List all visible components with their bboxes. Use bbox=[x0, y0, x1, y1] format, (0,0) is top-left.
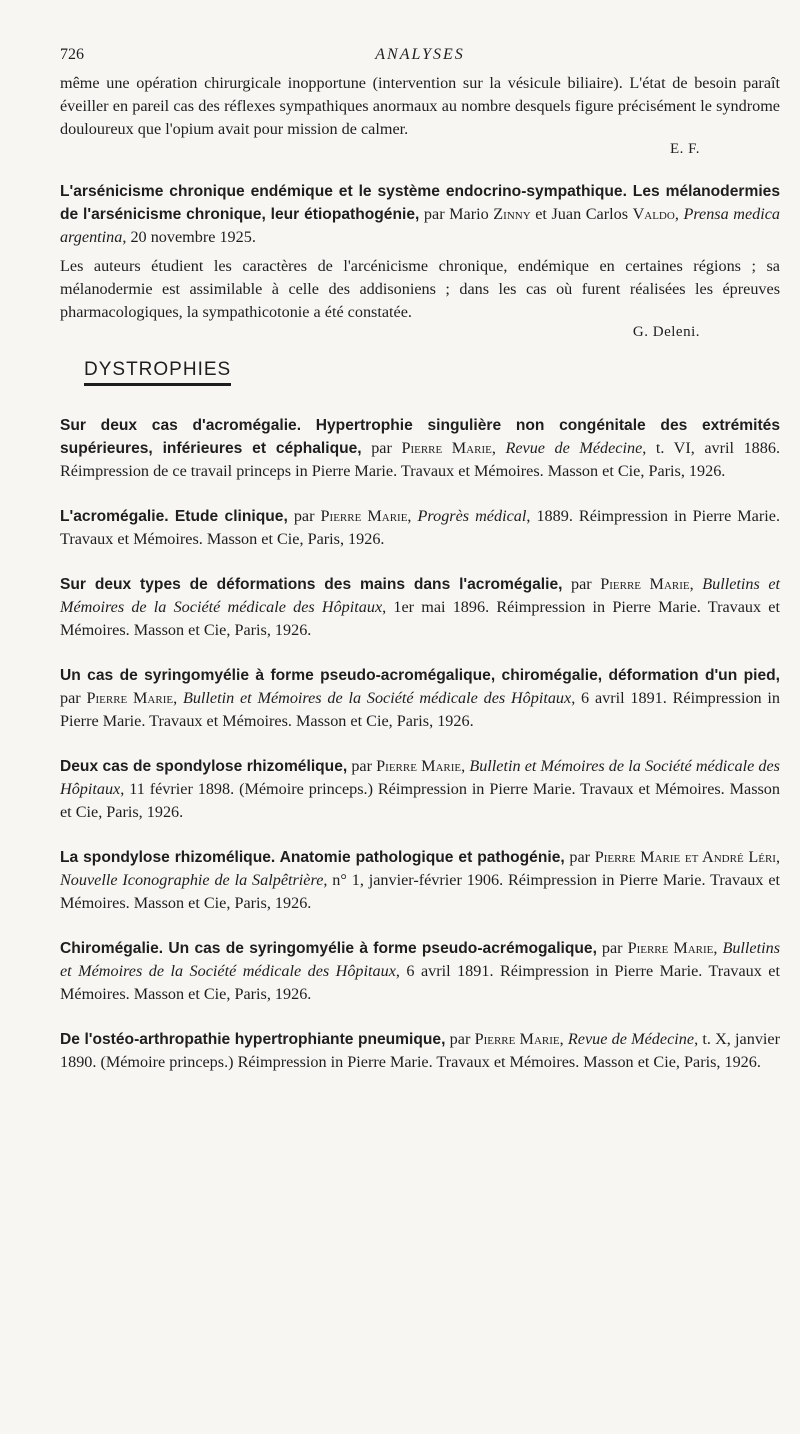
entry-author: Pierre Marie et André Léri bbox=[594, 848, 776, 866]
entry-citation bbox=[60, 1028, 780, 1074]
bibliography-entry bbox=[60, 505, 780, 551]
bibliography-entry bbox=[60, 1028, 780, 1074]
section-heading: DYSTROPHIES bbox=[84, 359, 231, 386]
entry-journal: Bulletins et Mémoires de la Société médicale des Hôpitaux bbox=[60, 575, 780, 616]
entry-rest: , 6 avril 1891. Réimpression in Pierre Marie. Travaux et Mémoires. Masson et Cie, Paris, 1926. bbox=[60, 689, 781, 730]
entry-title: L'acromégalie. Etude clinique, bbox=[60, 508, 288, 525]
page bbox=[60, 46, 780, 1074]
bibliography-list bbox=[60, 414, 780, 1074]
bibliography-entry bbox=[60, 846, 780, 915]
page-number: 726 bbox=[60, 46, 84, 63]
entry-title: L'arsénicisme chronique endémique et le système endocrino-sympathique. Les mélanodermies de l'arsénicisme chronique, leur étiopathogénie, bbox=[60, 183, 780, 223]
entry-citation bbox=[60, 846, 780, 915]
entry-title: De l'ostéo-arthropathie hypertrophiante pneumique, bbox=[60, 1031, 446, 1048]
entry-by: par bbox=[564, 848, 595, 866]
entry-title: Sur deux cas d'acromégalie. Hypertrophie singulière non congénitale des extrémités supérieures, inférieures et céphalique, bbox=[60, 417, 780, 457]
entry-citation bbox=[60, 664, 780, 733]
entry-by: par bbox=[60, 689, 87, 707]
entry-author: Valdo bbox=[632, 205, 675, 223]
entry-author: Pierre Marie bbox=[627, 939, 714, 957]
entry-title: Deux cas de spondylose rhizomélique, bbox=[60, 758, 348, 775]
entry-rest: , 11 février 1898. (Mémoire princeps.) Réimpression in Pierre Marie. Travaux et Mémoires. Masson et Cie, Paris, 1926. bbox=[60, 780, 780, 821]
entry-rest: , n° 1, janvier-février 1906. Réimpression in Pierre Marie. Travaux et Mémoires. Masson et Cie, Paris, 1926. bbox=[60, 871, 781, 912]
entry-rest: , 1er mai 1896. Réimpression in Pierre Marie. Travaux et Mémoires. Masson et Cie, Paris, 1926. bbox=[60, 598, 780, 639]
entry-author: Pierre Marie bbox=[376, 757, 462, 775]
entry-sep: , bbox=[461, 757, 470, 775]
entry-rest: , t. VI, avril 1886. Réimpression de ce travail princeps in Pierre Marie. Travaux et Mémoires. Masson et Cie, Paris, 1926. bbox=[60, 439, 781, 480]
entry-journal: Progrès médical bbox=[417, 507, 527, 525]
entry-title: Sur deux types de déformations des mains dans l'acromégalie, bbox=[60, 576, 563, 593]
entry-title: La spondylose rhizomélique. Anatomie pathologique et pathogénie, bbox=[60, 849, 565, 866]
entry-by: par bbox=[361, 439, 402, 457]
entry-sep: , bbox=[559, 1030, 568, 1048]
entry-journal: Revue de Médecine bbox=[505, 439, 643, 457]
entry-by: par bbox=[445, 1030, 475, 1048]
entry-author: Pierre Marie bbox=[600, 575, 690, 593]
running-header bbox=[60, 46, 780, 72]
entry-by: par bbox=[596, 939, 628, 957]
entry-citation bbox=[60, 505, 780, 551]
entry-author: Pierre Marie bbox=[474, 1030, 560, 1048]
entry-author: Pierre Marie bbox=[401, 439, 492, 457]
bibliography-entry bbox=[60, 664, 780, 733]
entry-journal: Prensa medica argentina bbox=[60, 205, 781, 246]
entry-rest: , 6 avril 1891. Réimpression in Pierre Marie. Travaux et Mémoires. Masson et Cie, Paris, 1926. bbox=[60, 962, 780, 1003]
entry-title: Un cas de syringomyélie à forme pseudo-acromégalique, chiromégalie, déformation d'un pied, bbox=[60, 667, 780, 684]
continuation-signature: E. F. bbox=[669, 141, 700, 157]
entry-citation bbox=[60, 937, 780, 1006]
entry-sep: , bbox=[713, 939, 723, 957]
entry-journal: Nouvelle Iconographie de la Salpêtrière bbox=[60, 871, 324, 889]
abstract-signature: G. Deleni. bbox=[632, 324, 700, 340]
entry-author: Zinny bbox=[493, 205, 531, 223]
entry-journal: Revue de Médecine bbox=[567, 1030, 695, 1048]
entry-sep: , bbox=[407, 507, 418, 525]
entry-journal: Bulletin et Mémoires de la Société médicale des Hôpitaux bbox=[60, 757, 780, 798]
entry-rest: , t. X, janvier 1890. (Mémoire princeps.) Réimpression in Pierre Marie. Travaux et Mémoires. Masson et Cie, Paris, 1926. bbox=[60, 1030, 780, 1071]
entry-journal: Bulletin et Mémoires de la Société médicale des Hôpitaux bbox=[182, 689, 572, 707]
entry-citation bbox=[60, 755, 780, 824]
continuation-paragraph: même une opération chirurgicale inopportune (intervention sur la vésicule biliaire). L'état de besoin paraît éveiller en pareil cas des réflexes sympathiques anormaux au nombre desquels figure précisément le syndrome douloureux que l'opium avait pour mission de calmer. bbox=[60, 74, 780, 138]
abstract-citation bbox=[60, 180, 780, 249]
bibliography-entry bbox=[60, 755, 780, 824]
entry-rest: , 1889. Réimpression in Pierre Marie. Travaux et Mémoires. Masson et Cie, Paris, 1926. bbox=[60, 507, 780, 548]
entry-sep: , bbox=[173, 689, 183, 707]
entry-citation bbox=[60, 414, 780, 483]
entry-author: Pierre Marie bbox=[86, 689, 174, 707]
running-title: ANALYSES bbox=[375, 46, 465, 63]
entry-by: par bbox=[347, 757, 377, 775]
entry-author: Pierre Marie bbox=[320, 507, 408, 525]
bibliography-entry bbox=[60, 937, 780, 1006]
abstract-body: Les auteurs étudient les caractères de l'arcénicisme chronique, endémique en certaines régions ; sa mélanodermie est assimilable à celle des addisoniens ; dans les cas où furent réalisées les épreuves pharmacologiques, la sympathicotonie a été constatée. bbox=[60, 257, 780, 321]
abstract-arsenicisme bbox=[60, 180, 780, 341]
entry-sep: , bbox=[674, 205, 684, 223]
entry-title: Chiromégalie. Un cas de syringomyélie à forme pseudo-acrémogalique, bbox=[60, 940, 597, 957]
entry-date: , 20 novembre 1925. bbox=[122, 228, 256, 246]
entry-sep: , bbox=[775, 848, 780, 866]
entry-sep: , bbox=[689, 575, 703, 593]
entry-by: par Mario bbox=[419, 205, 494, 223]
entry-by: par bbox=[562, 575, 601, 593]
entry-citation bbox=[60, 573, 780, 642]
entry-by: par bbox=[287, 507, 321, 525]
entry-sep: , bbox=[491, 439, 506, 457]
bibliography-entry bbox=[60, 573, 780, 642]
entry-and: et Juan Carlos bbox=[530, 205, 633, 223]
entry-journal: Bulletins et Mémoires de la Société médicale des Hôpitaux bbox=[60, 939, 781, 980]
bibliography-entry bbox=[60, 414, 780, 483]
